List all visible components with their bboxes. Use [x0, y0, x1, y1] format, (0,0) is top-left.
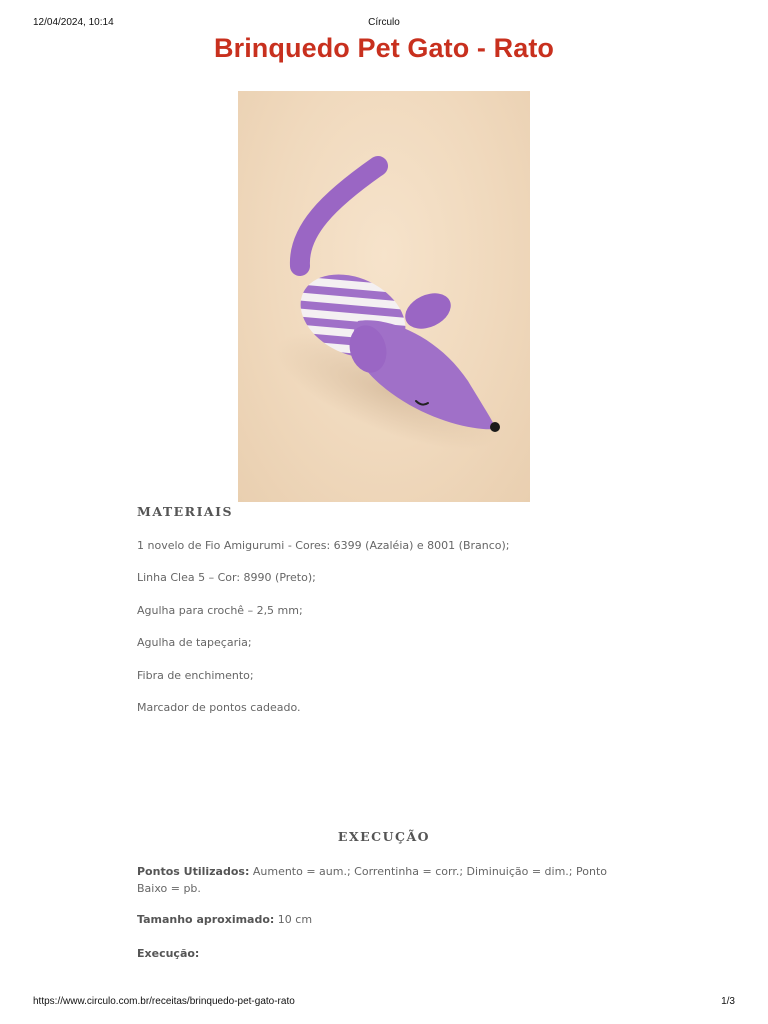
- crochet-mouse-illustration: [238, 91, 530, 502]
- stitches-used-label: Pontos Utilizados:: [137, 865, 250, 878]
- stitches-used-paragraph: [137, 863, 627, 897]
- print-url: https://www.circulo.com.br/receitas/brinquedo-pet-gato-rato: [33, 996, 295, 1007]
- list-item: Fibra de enchimento;: [137, 668, 254, 682]
- page-title: Brinquedo Pet Gato - Rato: [214, 33, 554, 63]
- approx-size-paragraph: [137, 911, 627, 928]
- materials-heading: MATERIAIS: [137, 504, 233, 519]
- list-item: Agulha para crochê – 2,5 mm;: [137, 603, 303, 617]
- materials-list: [137, 538, 510, 732]
- list-item: Linha Clea 5 – Cor: 8990 (Preto);: [137, 571, 316, 585]
- execution-subheading: [137, 945, 627, 962]
- approx-size-text: 10 cm: [274, 913, 313, 926]
- list-item: Marcador de pontos cadeado.: [137, 700, 301, 714]
- approx-size-label: Tamanho aproximado:: [137, 913, 275, 926]
- print-date: 12/04/2024, 10:14: [33, 17, 114, 28]
- product-photo: [238, 91, 530, 502]
- page-number: 1/3: [721, 996, 735, 1007]
- print-site-name: Círculo: [368, 17, 400, 28]
- execution-heading: EXECUÇÃO: [337, 829, 431, 844]
- list-item: Agulha de tapeçaria;: [137, 636, 252, 650]
- stitches-used-text: Aumento = aum.; Correntinha = corr.; Diminuição = dim.; Ponto Baixo = pb.: [137, 865, 607, 895]
- execution-label: Execução:: [137, 947, 200, 960]
- list-item: 1 novelo de Fio Amigurumi - Cores: 6399 (Azaléia) e 8001 (Branco);: [137, 539, 510, 552]
